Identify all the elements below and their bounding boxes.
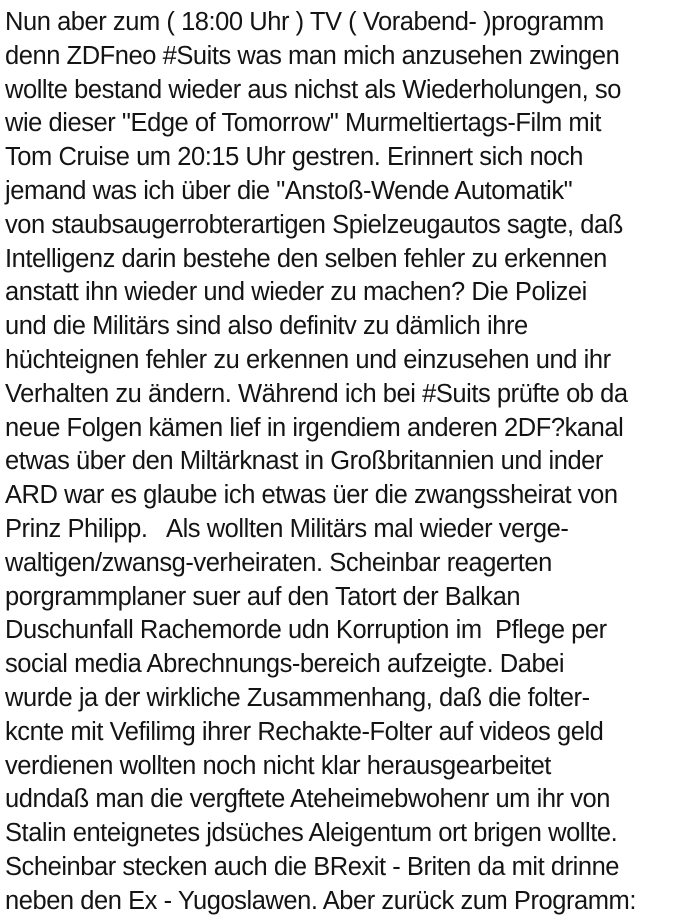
text-line: Verhalten zu ändern. Während ich bei #Suits prüfte ob da — [5, 379, 628, 408]
text-line: Scheinbar stecken auch die BRexit - Briten da mit drinne — [5, 852, 620, 881]
text-line: neue Folgen kämen lief in irgendiem anderen 2DF?kanal — [5, 413, 624, 442]
text-line: ARD war es glaube ich etwas üer die zwangssheirat von — [5, 481, 618, 510]
text-line: verdienen wollten noch nicht klar herausgearbeitet — [5, 751, 551, 780]
text-line: social media Abrechnungs-bereich aufzeigte. Dabei — [5, 650, 565, 679]
text-line: jemand was ich über die "Anstoß-Wende Automatik" — [5, 176, 573, 205]
text-line: hüchteignen fehler zu erkennen und einzusehen und ihr — [5, 345, 611, 374]
text-line: Prinz Philipp. Als wollten Militärs mal wieder verge- — [5, 514, 569, 543]
text-line: neben den Ex - Yugoslawen. Aber zurück zum Programm: — [5, 886, 636, 915]
text-line: udndaß man die vergftete Ateheimebwohenr um ihr von — [5, 785, 611, 814]
text-line: Intelligenz darin bestehe den selben fehler zu erkennen — [5, 244, 607, 273]
text-line: wie dieser "Edge of Tomorrow" Murmeltiertags-Film mit — [5, 109, 602, 138]
text-line: porgrammplaner suer auf den Tatort der Balkan — [5, 582, 521, 611]
text-line: anstatt ihn wieder und wieder zu machen? Die Polizei — [5, 278, 587, 307]
text-line: denn ZDFneo #Suits was man mich anzusehen zwingen — [5, 41, 620, 70]
text-line: wollte bestand wieder aus nichst als Wiederholungen, so — [5, 75, 621, 104]
text-line: Tom Cruise um 20:15 Uhr gestren. Erinnert sich noch — [5, 143, 583, 172]
text-line: kcnte mit Vefilimg ihrer Rechakte-Folter auf videos geld — [5, 717, 604, 746]
paragraph-block — [5, 6, 682, 919]
text-line: Nun aber zum ( 18:00 Uhr ) TV ( Vorabend- )programm — [5, 8, 604, 36]
text-line: Stalin enteignetes jdsüches Aleigentum ort brigen wollte. — [5, 819, 618, 848]
text-line: waltigen/zwansg-verheiraten. Scheinbar reagerten — [5, 548, 552, 577]
text-line: etwas über den Miltärknast in Großbritannien und inder — [5, 447, 603, 476]
text-line: wurde ja der wirkliche Zusammenhang, daß die folter- — [5, 683, 590, 712]
text-line: und die Militärs sind also definitv zu dämlich ihre — [5, 312, 528, 341]
text-line: von staubsaugerrobterartigen Spielzeugautos sagte, daß — [5, 210, 623, 239]
text-line: Duschunfall Rachemorde udn Korruption im Pflege per — [5, 616, 607, 645]
